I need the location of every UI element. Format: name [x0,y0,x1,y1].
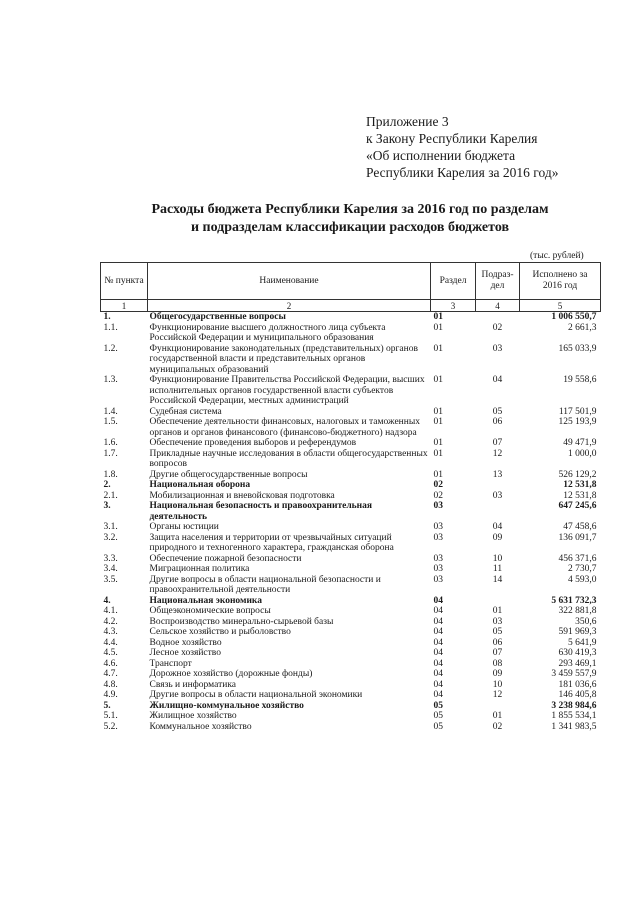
row-section: 03 [433,564,443,574]
row-number: 5.1. [103,711,118,721]
row-subsection: 05 [492,627,503,637]
row-section: 04 [433,690,443,700]
row-subsection: 06 [492,417,503,427]
row-subsection: 10 [492,553,503,564]
table-row [101,669,601,680]
row-section: 05 [433,721,443,732]
row-value: 1 341 983,5 [551,721,597,732]
row-value: 4 593,0 [568,574,597,585]
table-row [101,722,601,733]
row-value: 117 501,9 [558,406,597,417]
row-section: 02 [433,490,443,501]
row-subsection: 04 [492,375,503,385]
row-subsection: 04 [492,522,503,532]
row-value: 2 730,7 [568,564,597,574]
row-value: 146 405,8 [558,690,597,700]
table-row [101,648,601,659]
row-subsection [476,596,520,607]
row-name: Связь и информатика [149,679,237,690]
table-body [101,312,601,733]
table-row [101,344,601,376]
row-number: 4.2. [103,616,118,627]
row-subsection: 07 [492,648,503,658]
row-number: 4.3. [103,627,118,637]
row-name: Национальная безопасность и правоохранительная деятельность [149,501,373,522]
table-row [101,606,601,617]
row-section: 01 [431,312,476,323]
row-subsection: 05 [492,406,503,417]
table-row [101,438,601,449]
row-value: 293 469,1 [558,658,597,669]
header-subsection: Подраз-дел [476,263,520,300]
row-subsection: 02 [492,322,503,333]
row-subsection: 11 [492,564,503,574]
row-number: 4.8. [103,679,118,690]
budget-table [100,262,601,732]
row-value: 47 458,6 [563,522,597,532]
row-subsection: 06 [492,637,503,648]
row-name: Миграционная политика [149,564,250,574]
row-section: 05 [433,711,443,721]
row-name: Воспроизводство минерально-сырьевой базы [149,616,334,627]
row-section: 03 [433,532,443,543]
row-section: 01 [433,343,443,354]
table-row [101,501,601,522]
table-row [101,312,601,323]
row-number: 3.5. [103,574,118,585]
row-value: 165 033,9 [558,343,597,354]
row-number: 1.5. [103,417,118,427]
row-section: 04 [433,627,443,637]
row-number: 4. [103,595,111,606]
table-row [101,711,601,722]
column-number: 2 [148,300,431,312]
row-value: 2 661,3 [568,322,597,333]
row-value: 591 969,3 [558,627,597,637]
row-section: 01 [433,417,443,427]
row-name: Водное хозяйство [149,637,222,648]
row-name: Функционирование Правительства Российской Федерации, высших исполнительных органов государственной власти субъектов Российской Федерации, местных администраций [149,375,425,406]
row-name: Другие общегосударственные вопросы [149,469,308,480]
row-value: 1 000,0 [568,448,597,459]
row-value: 526 129,2 [558,469,597,480]
row-section: 04 [433,658,443,669]
row-subsection: 02 [492,721,503,732]
row-name: Другие вопросы в области национальной экономики [149,690,363,700]
row-name: Дорожное хозяйство (дорожные фонды) [149,669,313,679]
table-row [101,533,601,554]
header-name: Наименование [148,263,431,300]
row-name: Мобилизационная и вневойсковая подготовка [149,490,335,501]
row-number: 5. [103,700,111,711]
row-section: 04 [433,616,443,627]
units-label: (тыс. рублей) [530,251,584,261]
row-number: 3.1. [103,522,118,532]
row-number: 4.7. [103,669,118,679]
row-name: Жилищно-коммунальное хозяйство [149,700,304,711]
row-number: 2. [103,480,111,490]
row-section: 04 [433,648,443,658]
row-section: 02 [433,480,443,490]
row-number: 1.2. [103,343,118,354]
column-number: 4 [476,300,520,312]
row-section: 04 [433,595,443,606]
row-number: 4.6. [103,658,118,669]
row-subsection: 13 [492,469,503,480]
row-section: 01 [433,375,443,385]
row-subsection: 09 [492,532,503,543]
appendix-line: «Об исполнении бюджета [366,148,516,163]
table-row [101,480,601,491]
row-name: Прикладные научные исследования в области общегосударственных вопросов [149,448,428,469]
row-name: Транспорт [149,658,192,669]
row-value: 322 881,8 [558,606,597,616]
row-section: 01 [433,438,443,448]
row-number: 1.6. [103,438,118,448]
table-row [101,701,601,712]
row-number: 2.1. [103,490,118,501]
row-number: 5.2. [103,721,118,732]
row-subsection: 12 [492,690,503,700]
row-number: 4.9. [103,690,118,700]
document-title [100,201,600,237]
row-section: 01 [433,469,443,480]
table-row [101,596,601,607]
row-value: 181 036,6 [558,679,597,690]
row-subsection: 10 [492,679,503,690]
row-value: 125 193,9 [558,417,597,427]
row-number: 1.8. [103,469,118,480]
row-value: 456 371,6 [558,553,597,564]
row-name: Обеспечение пожарной безопасности [149,553,302,564]
row-subsection [476,701,520,712]
row-name: Функционирование законодательных (представительных) органов государственной власти и представительных органов муниципальных образований [149,343,418,375]
row-name: Национальная экономика [149,595,263,606]
table-row [101,564,601,575]
row-section: 04 [433,637,443,648]
row-number: 4.5. [103,648,118,658]
row-number: 3.2. [103,532,118,543]
row-number: 1. [101,312,148,323]
row-section: 03 [433,574,443,585]
table-header-row [101,263,601,300]
column-number: 5 [520,300,601,312]
row-name: Органы юстиции [149,522,219,532]
row-section: 03 [433,501,443,511]
appendix-line: Приложение 3 [366,114,449,129]
table-row [101,680,601,691]
row-name: Другие вопросы в области национальной безопасности и правоохранительной деятельности [149,574,381,595]
row-section: 04 [433,679,443,690]
row-section: 01 [433,322,443,333]
row-subsection: 01 [492,711,503,721]
table-row [101,617,601,628]
row-value: 3 459 557,9 [551,669,597,679]
table-row [101,554,601,565]
row-subsection: 01 [492,606,503,616]
row-section: 04 [433,669,443,679]
table-row [101,522,601,533]
row-number: 4.1. [103,606,118,616]
row-section: 01 [433,406,443,417]
row-number: 1.1. [103,322,118,333]
row-section: 01 [433,448,443,459]
row-name: Сельское хозяйство и рыболовство [149,627,291,637]
row-value: 630 419,3 [558,648,597,658]
row-subsection [476,480,520,491]
row-name: Защита населения и территории от чрезвычайных ситуаций природного и техногенного характера, гражданская оборона [149,532,394,553]
row-subsection: 12 [492,448,503,459]
table-row [101,575,601,596]
appendix-line: к Закону Республики Карелия [366,131,538,146]
row-value: 136 091,7 [558,532,597,543]
header-section: Раздел [431,263,476,300]
appendix-note [366,113,558,181]
row-section: 04 [433,606,443,616]
column-number: 1 [101,300,148,312]
row-name: Жилищное хозяйство [149,711,237,721]
table-row [101,491,601,502]
row-subsection [476,501,520,522]
row-section: 03 [433,553,443,564]
row-section: 05 [433,700,443,711]
column-number-row [101,300,601,312]
row-number: 1.3. [103,375,118,385]
table-row [101,690,601,701]
row-name: Обеспечение деятельности финансовых, налоговых и таможенных органов и органов финансового (финансово-бюджетного) надзора [149,417,420,438]
table-row [101,659,601,670]
table-row [101,323,601,344]
row-subsection: 03 [492,490,503,501]
row-subsection: 08 [492,658,503,669]
row-number: 1.7. [103,448,118,459]
row-subsection: 03 [492,616,503,627]
row-subsection: 14 [492,574,503,585]
row-name: Коммунальное хозяйство [149,721,252,732]
table-row [101,449,601,470]
row-name: Обеспечение проведения выборов и референдумов [149,438,357,448]
header-num: № пункта [101,263,148,300]
row-section: 03 [433,522,443,532]
table-row [101,638,601,649]
row-subsection: 09 [492,669,503,679]
row-value: 3 238 984,6 [551,700,597,711]
row-name: Функционирование высшего должностного лица субъекта Российской Федерации и муниципального образования [149,322,386,343]
row-name: Лесное хозяйство [149,648,221,658]
title-line: и подразделам классификации расходов бюджетов [190,220,510,235]
row-value: 19 558,6 [563,375,597,385]
row-subsection [476,312,520,323]
row-value: 49 471,9 [563,438,597,448]
row-value: 5 631 732,3 [551,595,597,606]
table-row [101,627,601,638]
title-line: Расходы бюджета Республики Карелия за 2016 год по разделам [151,202,549,217]
row-name: Судебная система [149,406,222,417]
row-number: 3. [103,501,111,511]
table-row [101,375,601,407]
table-row [101,417,601,438]
row-number: 3.3. [103,553,118,564]
row-number: 4.4. [103,637,118,648]
row-value: 5 641,9 [568,637,597,648]
appendix-line: Республики Карелия за 2016 год» [366,165,559,180]
column-number: 3 [431,300,476,312]
row-value: 12 531,8 [563,480,597,490]
row-subsection: 03 [492,343,503,354]
row-number: 1.4. [103,406,118,417]
table-row [101,407,601,418]
row-name: Национальная оборона [149,480,251,490]
row-name: Общеэкономические вопросы [149,606,271,616]
row-subsection: 07 [492,438,503,448]
row-value: 1 006 550,7 [520,312,601,323]
row-value: 350,6 [575,616,597,627]
row-name: Общегосударственные вопросы [148,312,431,323]
row-value: 647 245,6 [558,501,597,511]
row-value: 1 855 534,1 [551,711,597,721]
row-value: 12 531,8 [563,490,597,501]
row-number: 3.4. [103,564,118,574]
table-row [101,470,601,481]
header-value: Исполнено за 2016 год [520,263,601,300]
